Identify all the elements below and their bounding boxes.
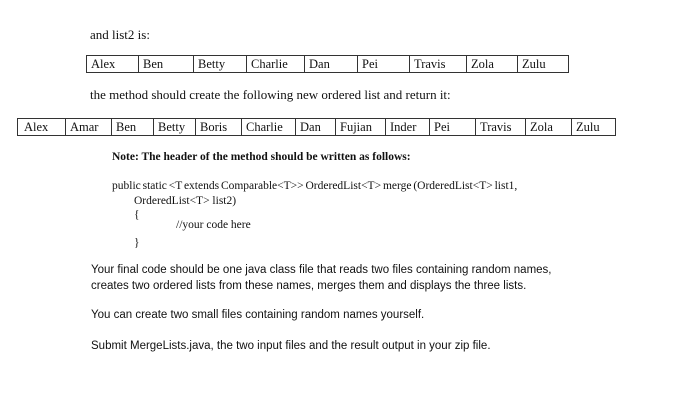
merged-list-cell: Alex bbox=[18, 119, 66, 135]
merged-list-cell: Travis bbox=[476, 119, 526, 135]
list2-cell: Zola bbox=[467, 56, 518, 72]
list2-cell: Zulu bbox=[518, 56, 569, 72]
merged-list-cell: Zola bbox=[526, 119, 572, 135]
merged-list-cell: Fujian bbox=[336, 119, 386, 135]
merged-list-table bbox=[17, 118, 616, 136]
code-comment: //your code here bbox=[176, 219, 251, 231]
list2-cell: Charlie bbox=[247, 56, 305, 72]
paragraph-1-line-1: Your final code should be one java class file that reads two files containing random names, bbox=[91, 264, 552, 276]
merged-list-cell: Charlie bbox=[242, 119, 296, 135]
list2-cell: Travis bbox=[410, 56, 467, 72]
intro-label: and list2 is: bbox=[90, 27, 150, 42]
list2-table bbox=[86, 55, 569, 73]
merged-list-cell: Boris bbox=[196, 119, 242, 135]
paragraph-2: You can create two small files containing random names yourself. bbox=[91, 309, 425, 321]
code-line-2: OrderedList<T> list2) bbox=[134, 195, 237, 207]
list2-cell: Betty bbox=[194, 56, 247, 72]
merged-list-cell: Inder bbox=[386, 119, 430, 135]
code-line-1: public static <T extends Comparable<T>> OrderedList<T> merge (OrderedList<T> list1, bbox=[112, 180, 518, 192]
list2-cell: Pei bbox=[358, 56, 410, 72]
list2-cell: Alex bbox=[87, 56, 139, 72]
merged-list-cell: Amar bbox=[66, 119, 112, 135]
merged-list-cell: Zulu bbox=[572, 119, 616, 135]
merged-list-cell: Ben bbox=[112, 119, 154, 135]
code-open-brace: { bbox=[134, 209, 140, 221]
paragraph-1-line-2: creates two ordered lists from these names, merges them and displays the three lists. bbox=[91, 280, 527, 292]
merged-list-cell: Betty bbox=[154, 119, 196, 135]
note-heading: Note: The header of the method should be written as follows: bbox=[112, 151, 411, 163]
list2-cell: Dan bbox=[305, 56, 358, 72]
merged-list-cell: Dan bbox=[296, 119, 336, 135]
middle-text: the method should create the following new ordered list and return it: bbox=[90, 87, 451, 102]
merged-list-cell: Pei bbox=[430, 119, 476, 135]
code-close-brace: } bbox=[134, 237, 140, 249]
paragraph-3: Submit MergeLists.java, the two input files and the result output in your zip file. bbox=[91, 340, 491, 352]
list2-cell: Ben bbox=[139, 56, 194, 72]
